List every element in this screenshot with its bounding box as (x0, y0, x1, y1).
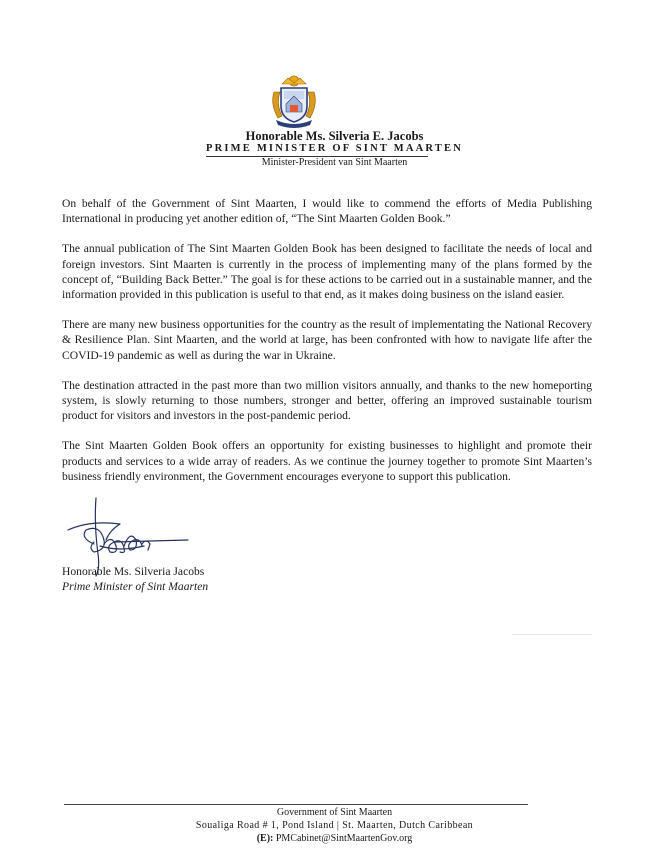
footer-email: PMCabinet@SintMaartenGov.org (273, 833, 413, 844)
footer-email-line (0, 832, 669, 845)
letterhead-name: Honorable Ms. Silveria E. Jacobs (245, 129, 424, 143)
paragraph: The annual publication of The Sint Maarten Golden Book has been designed to facilitate the needs of local and foreign investors. Sint Maarten is currently in the process of implementing many of the plans formed by the concept of, “Building Back Better.” The goal is for these actions to be carried out in a sustainable manner, and the information provided in this publication is useful to that end, as it makes doing business on the island easier. (62, 242, 592, 302)
signatory-name: Honorable Ms. Silveria Jacobs (62, 565, 205, 578)
coat-of-arms-icon (268, 74, 320, 128)
footer-address: Soualiga Road # 1, Pond Island | St. Maarten, Dutch Caribbean (195, 820, 474, 831)
letterhead-title: PRIME MINISTER OF SINT MAARTEN (206, 143, 463, 154)
paragraph: The Sint Maarten Golden Book offers an opportunity for existing businesses to highlight and promote their products and services to a wide array of readers. As we continue the journey together to promote Sint Maarten’s business friendly environment, the Government encourages everyone to support this publication. (62, 439, 592, 483)
footer-organization: Government of Sint Maarten (276, 807, 393, 818)
paragraph: The destination attracted in the past more than two million visitors annually, and thanks to the new homeporting system, is slowly returning to those numbers, stronger and better, offering an improved sustainable tourism product for visitors and investors in the post-pandemic period. (62, 378, 592, 423)
footer-divider (64, 804, 528, 805)
letter-body (62, 196, 592, 499)
letterhead-subtitle: Minister-President van Sint Maarten (261, 157, 408, 168)
signatory-title: Prime Minister of Sint Maarten (62, 580, 209, 593)
paragraph: On behalf of the Government of Sint Maarten, I would like to commend the efforts of Media Publishing International in producing yet another edition of, “The Sint Maarten Golden Book.” (62, 197, 592, 226)
faint-mark (512, 634, 592, 635)
paragraph: There are many new business opportunities for the country as the result of implementating the National Recovery & Resilience Plan. Sint Maarten, and the world at large, has been confronted with how to navigate life after the COVID-19 pandemic as well as during the war in Ukraine. (62, 318, 592, 362)
footer-email-label: (E): (256, 833, 274, 844)
